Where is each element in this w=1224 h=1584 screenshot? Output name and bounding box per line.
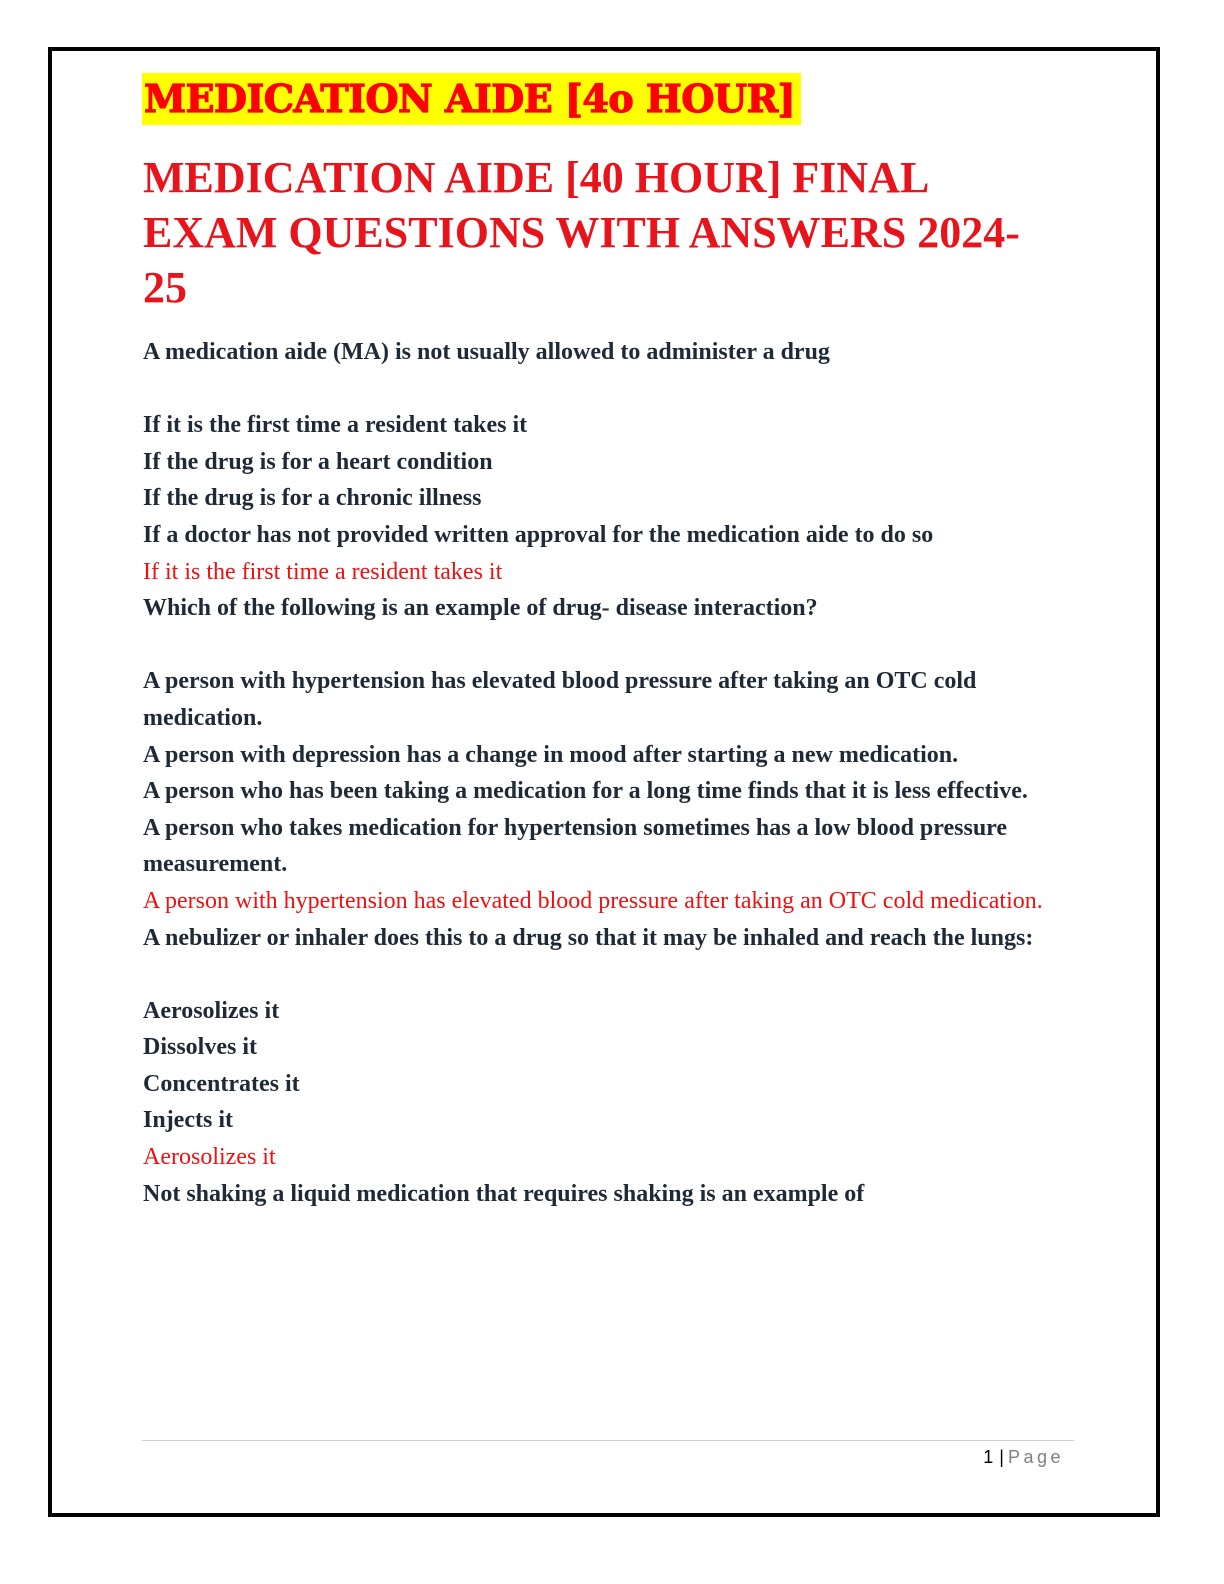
option-2d: A person who takes medication for hypertension sometimes has a low blood pressure measurement.	[143, 814, 1008, 878]
option-3b: Dissolves it	[143, 1034, 257, 1061]
spacer	[143, 627, 1073, 664]
spacer	[143, 371, 1073, 408]
highlighted-banner: MEDICATION AIDE [4o HOUR]	[142, 73, 801, 125]
page-label: Page	[1007, 1447, 1064, 1467]
page-number: 1	[983, 1447, 994, 1467]
page-footer	[983, 1447, 1064, 1468]
option-2b: A person with depression has a change in mood after starting a new medication.	[143, 741, 959, 768]
document-title: MEDICATION AIDE [40 HOUR] FINAL EXAM QUESTIONS WITH ANSWERS 2024-25	[143, 153, 1020, 312]
question-3: A nebulizer or inhaler does this to a drug so that it may be inhaled and reach the lungs:	[143, 924, 1034, 951]
question-2: Which of the following is an example of drug- disease interaction?	[143, 595, 818, 622]
footer-separator: |	[999, 1447, 1004, 1467]
option-1b: If the drug is for a heart condition	[143, 448, 493, 475]
footer-divider	[142, 1440, 1074, 1441]
option-3a: Aerosolizes it	[143, 997, 280, 1024]
option-2a: A person with hypertension has elevated blood pressure after taking an OTC cold medication.	[143, 668, 977, 731]
option-1d: If a doctor has not provided written approval for the medication aide to do so	[143, 521, 934, 548]
answer-1: If it is the first time a resident takes it	[143, 558, 503, 585]
answer-2: A person with hypertension has elevated blood pressure after taking an OTC cold medication.	[143, 887, 1043, 914]
spacer	[143, 956, 1073, 993]
option-1c: If the drug is for a chronic illness	[143, 485, 482, 512]
option-3c: Concentrates it	[143, 1070, 300, 1097]
option-2c: A person who has been taking a medication for a long time finds that it is less effective.	[143, 778, 1028, 805]
question-4: Not shaking a liquid medication that requires shaking is an example of	[143, 1180, 865, 1207]
question-1: A medication aide (MA) is not usually allowed to administer a drug	[143, 339, 830, 365]
option-1a: If it is the first time a resident takes it	[143, 412, 528, 439]
answer-3: Aerosolizes it	[143, 1144, 276, 1171]
qa-content	[143, 334, 1073, 1212]
option-3d: Injects it	[143, 1107, 233, 1134]
